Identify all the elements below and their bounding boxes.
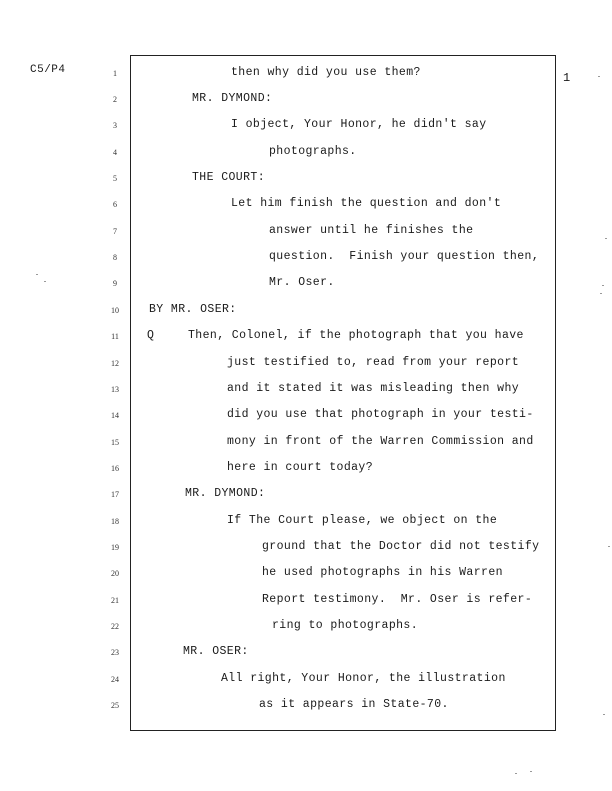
- scan-speck: [602, 285, 604, 286]
- transcript-line: did you use that photograph in your testi-: [227, 408, 534, 421]
- line-number: 10: [111, 306, 119, 315]
- line-number: 1: [113, 69, 117, 78]
- scan-speck: [605, 238, 607, 239]
- transcript-line: question. Finish your question then,: [269, 250, 540, 263]
- line-number: 25: [111, 701, 119, 710]
- transcript-line: just testified to, read from your report: [227, 356, 520, 369]
- transcript-line: Mr. Oser.: [269, 276, 335, 289]
- transcript-line: answer until he finishes the: [269, 224, 474, 237]
- page-header-tag: C5/P4: [30, 64, 66, 76]
- transcript-line: Let him finish the question and don't: [231, 197, 502, 210]
- scan-speck: [603, 714, 605, 715]
- line-number: 8: [113, 253, 117, 262]
- line-number: 11: [111, 332, 119, 341]
- line-number: 19: [111, 543, 119, 552]
- transcript-line: and it stated it was misleading then why: [227, 382, 520, 395]
- page-number: 1: [563, 71, 571, 85]
- line-number: 17: [111, 490, 119, 499]
- transcript-line: I object, Your Honor, he didn't say: [231, 118, 487, 131]
- transcript-line: photographs.: [269, 145, 357, 158]
- line-number: 18: [111, 517, 119, 526]
- line-number: 6: [113, 200, 117, 209]
- transcript-line: Report testimony. Mr. Oser is refer-: [262, 593, 533, 606]
- transcript-line: mony in front of the Warren Commission and: [227, 435, 534, 448]
- line-number: 12: [111, 359, 119, 368]
- scan-speck: [530, 771, 532, 772]
- line-number: 22: [111, 622, 119, 631]
- line-number: 21: [111, 596, 119, 605]
- line-number: 5: [113, 174, 117, 183]
- line-number: 2: [113, 95, 117, 104]
- line-number: 7: [113, 227, 117, 236]
- line-number: 3: [113, 121, 117, 130]
- question-marker: Q: [147, 329, 155, 342]
- scan-speck: [515, 773, 517, 774]
- scan-speck: [598, 76, 600, 77]
- scan-speck: [600, 293, 602, 294]
- scan-speck: [608, 546, 610, 547]
- transcript-line: then why did you use them?: [231, 66, 421, 79]
- transcript-line: ground that the Doctor did not testify: [262, 540, 540, 553]
- transcript-line: MR. DYMOND:: [192, 92, 273, 105]
- transcript-line: ring to photographs.: [272, 619, 419, 632]
- transcript-line: as it appears in State-70.: [259, 698, 449, 711]
- line-number: 20: [111, 569, 119, 578]
- transcript-line: he used photographs in his Warren: [262, 566, 503, 579]
- transcript-line: MR. OSER:: [183, 645, 249, 658]
- scan-speck: [44, 281, 46, 282]
- line-number: 4: [113, 148, 117, 157]
- transcript-line: If The Court please, we object on the: [227, 514, 498, 527]
- transcript-line: Then, Colonel, if the photograph that you have: [188, 329, 524, 342]
- transcript-line: THE COURT:: [192, 171, 266, 184]
- line-number: 14: [111, 411, 119, 420]
- line-number: 16: [111, 464, 119, 473]
- line-number: 15: [111, 438, 119, 447]
- transcript-line: MR. DYMOND:: [185, 487, 266, 500]
- transcript-line: here in court today?: [227, 461, 374, 474]
- line-number: 9: [113, 279, 117, 288]
- transcript-line: BY MR. OSER:: [149, 303, 237, 316]
- line-number: 13: [111, 385, 119, 394]
- line-number: 24: [111, 675, 119, 684]
- transcript-line: All right, Your Honor, the illustration: [221, 672, 506, 685]
- line-number: 23: [111, 648, 119, 657]
- scan-speck: [36, 274, 38, 275]
